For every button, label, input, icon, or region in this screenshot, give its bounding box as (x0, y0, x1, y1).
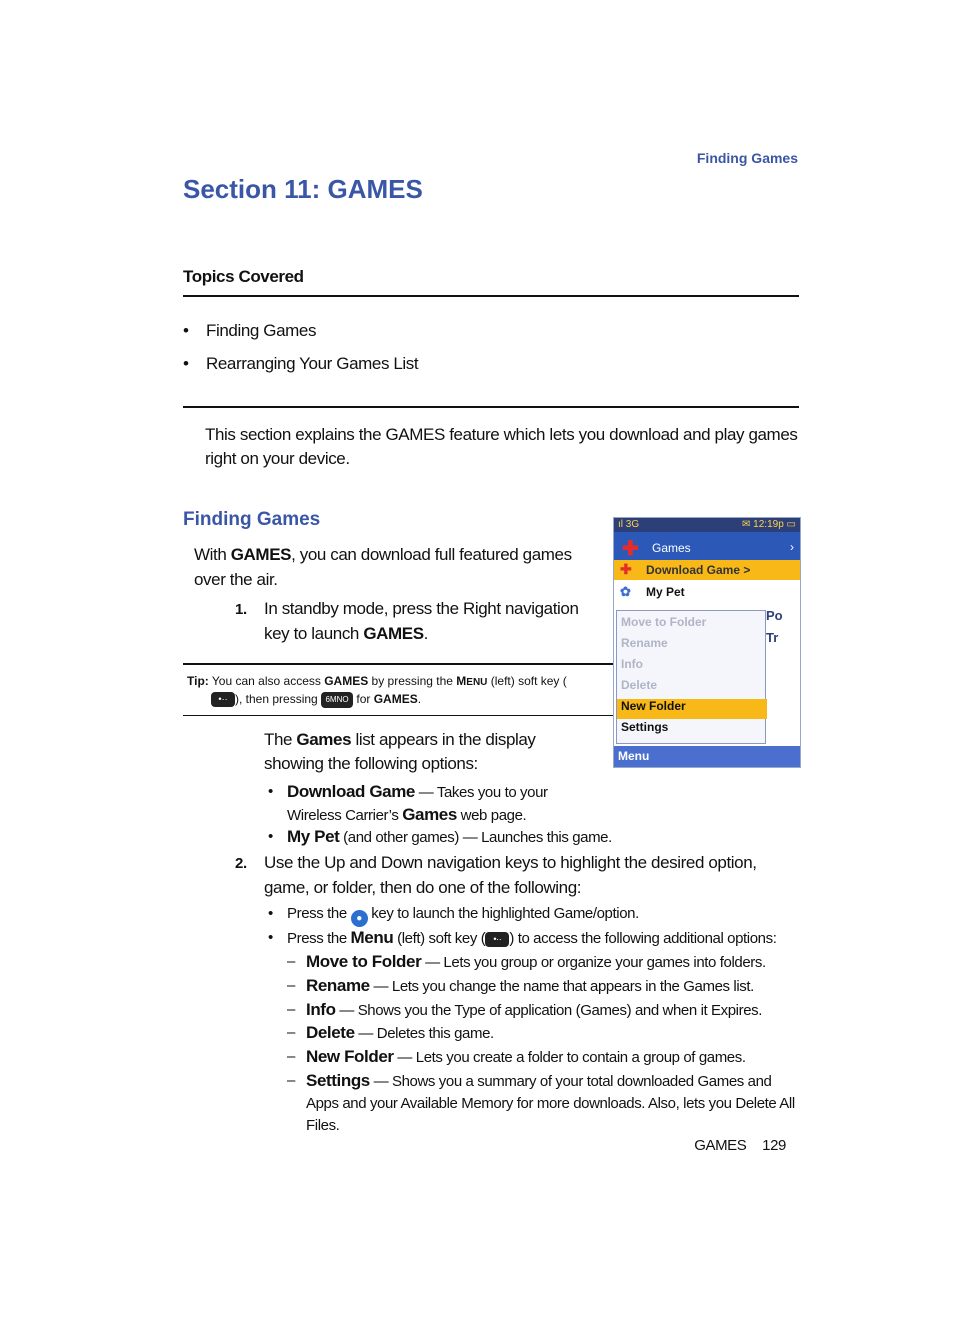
option-download-game: • Download Game — Takes you to your Wireless Carrier’s Games web page. (268, 782, 548, 824)
step-2-text: Use the Up and Down navigation keys to highlight the desired option, game, or folder, then do one of the following: (264, 853, 757, 897)
popup-item-highlighted: New Folder (617, 699, 767, 719)
menu-option-rename: – Rename — Lets you change the name that appears in the Games list. (287, 976, 754, 995)
download-icon: ✚ (620, 561, 632, 577)
option-my-pet: • My Pet (and other games) — Launches this game. (268, 827, 612, 846)
step-2-bullet-ok: • Press the ● key to launch the highlighted Game/option. (268, 903, 788, 927)
step-2-number: 2. (235, 855, 247, 872)
phone-soft-key-bar: Menu (614, 746, 800, 767)
left-soft-key-icon: •·· (211, 692, 235, 707)
popup-item: Settings (621, 720, 669, 734)
popup-item: Rename (621, 636, 668, 650)
topics-top-rule (183, 295, 799, 297)
intro-paragraph: This section explains the GAMES feature which lets you download and play games right on your device. (205, 425, 798, 468)
phone-status-bar: ıl 3G ✉ 12:19p ▭ (614, 518, 800, 532)
menu-option-delete: – Delete — Deletes this game. (287, 1023, 494, 1042)
running-head: Finding Games (696, 150, 798, 166)
footer-section: GAMES (694, 1137, 747, 1154)
phone-screenshot (613, 517, 801, 768)
topics-bottom-rule (183, 406, 799, 408)
with-games-paragraph: With GAMES, you can download full featured games over the air. (194, 545, 572, 589)
page-footer (660, 1137, 786, 1154)
topic-item: • Finding Games (183, 321, 317, 340)
page-number: 129 (762, 1137, 786, 1154)
menu-option-settings: – Settings — Shows you a summary of your total downloaded Games and Apps and your Available Memory for more downloads. Also, lets you Delete All Files. (287, 1071, 795, 1134)
step-1-number: 1. (235, 601, 247, 618)
chevron-right-icon: › (790, 540, 794, 554)
phone-popup-menu (616, 610, 766, 744)
menu-option-info: – Info — Shows you the Type of application (Games) and when it Expires. (287, 1000, 763, 1019)
menu-option-move-to-folder: – Move to Folder — Lets you group or organize your games into folders. (287, 952, 766, 971)
six-key-icon: 6MNO (321, 692, 353, 708)
section-title: Section 11: GAMES (183, 174, 423, 204)
popup-item: Move to Folder (621, 615, 707, 629)
phone-row-download-game: ✚ Download Game > (614, 560, 800, 580)
games-list-paragraph: The Games list appears in the display showing the following options: (264, 730, 536, 773)
left-soft-key-icon: •·· (485, 932, 509, 947)
phone-side-text: Po (766, 608, 783, 623)
menu-option-new-folder: – New Folder — Lets you create a folder to contain a group of games. (287, 1047, 746, 1066)
tip-box (183, 663, 613, 716)
phone-row-my-pet: ✿ My Pet (620, 584, 685, 599)
tip-text: Tip: You can also access GAMES by pressing the MENU (left) soft key ( •·· ), then pressing 6MNO for GAMES. (187, 674, 567, 706)
step-1-text: In standby mode, press the Right navigation key to launch GAMES. (264, 599, 579, 643)
topic-item: • Rearranging Your Games List (183, 354, 419, 373)
phone-title-bar: ✚ Games › (614, 532, 800, 560)
popup-item: Info (621, 657, 643, 671)
plus-icon: ✚ (622, 538, 639, 560)
ok-key-icon: ● (351, 910, 368, 927)
popup-item: Delete (621, 678, 658, 692)
game-icon: ✿ (620, 584, 631, 599)
phone-side-text: Tr (766, 630, 779, 645)
step-2-bullet-menu: • Press the Menu (left) soft key ( •·· ) to access the following additional options: (268, 928, 777, 947)
topics-heading: Topics Covered (183, 267, 304, 286)
finding-games-heading: Finding Games (183, 509, 321, 530)
